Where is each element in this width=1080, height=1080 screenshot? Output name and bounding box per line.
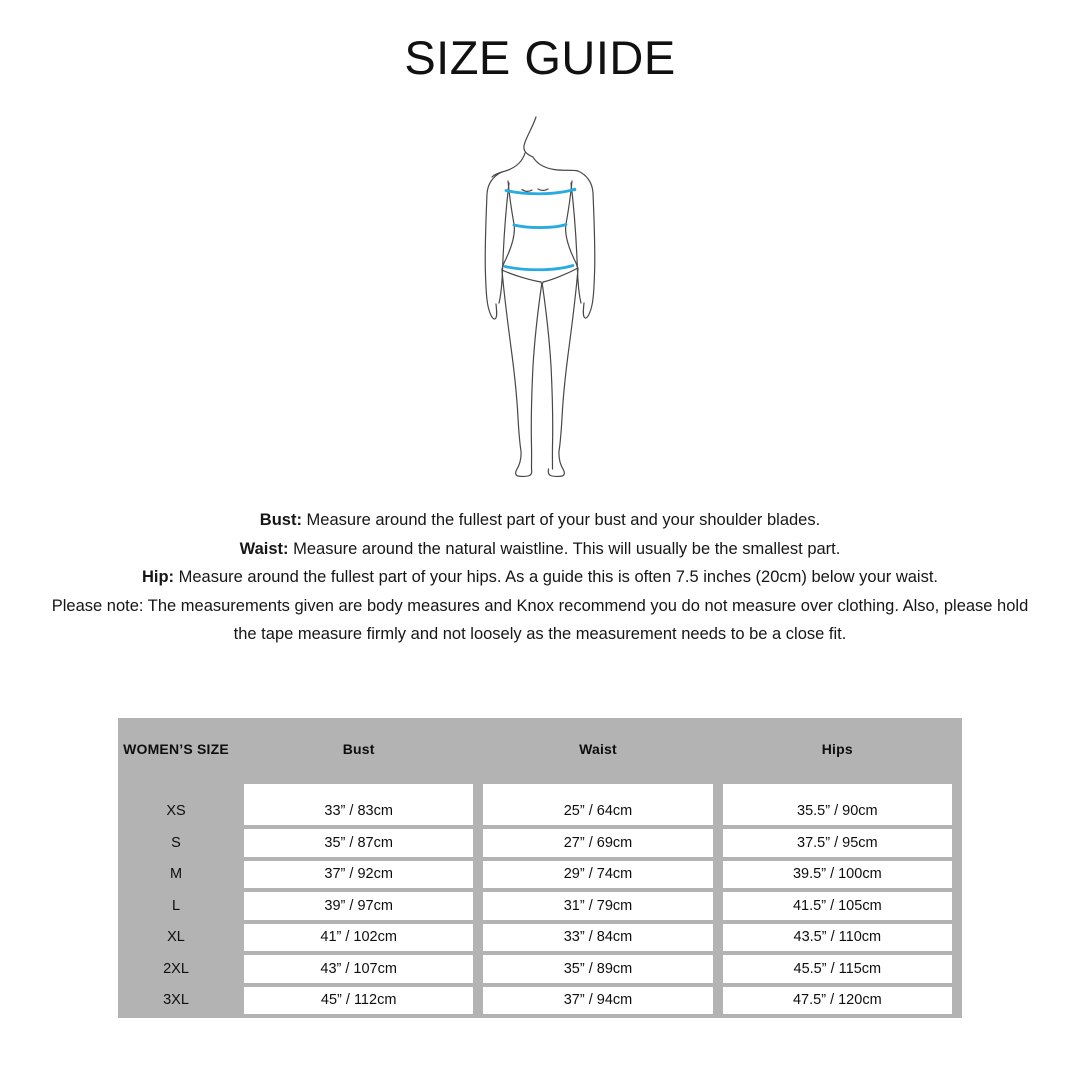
size-label-xs: XS xyxy=(166,803,186,819)
hips-value-xl: 43.5” / 110cm xyxy=(723,924,952,952)
measurement-instructions xyxy=(0,506,1080,649)
hips-value-2xl: 45.5” / 115cm xyxy=(723,955,952,983)
waist-value-l: 31” / 79cm xyxy=(483,892,712,920)
size-label-3xl: 3XL xyxy=(163,992,189,1009)
figure-right-shoulder-line xyxy=(533,157,578,171)
bust-value-l: 39” / 97cm xyxy=(244,892,473,920)
instruction-hip-label: Hip: xyxy=(141,568,175,587)
bust-line-end-dot xyxy=(573,188,577,192)
figure-bikini-left-line xyxy=(502,270,541,282)
table-header-hips: Hips xyxy=(821,741,853,757)
hips-value-m: 39.5” / 100cm xyxy=(723,861,952,889)
figure-bust-detail-left xyxy=(522,190,532,192)
size-label-s: S xyxy=(171,834,181,851)
page-title: SIZE GUIDE xyxy=(404,31,676,84)
instruction-waist-label: Waist: xyxy=(239,539,289,558)
body-measurement-figure-icon xyxy=(470,113,610,485)
bust-value-m: 37” / 92cm xyxy=(244,861,473,889)
figure-left-leg-outer-line xyxy=(502,270,532,476)
instruction-waist xyxy=(0,535,1080,564)
bust-value-xs: 33” / 83cm xyxy=(244,784,473,825)
instruction-waist-text: Measure around the natural waistline. This will usually be the smallest part. xyxy=(293,539,841,558)
size-label-xl: XL xyxy=(167,929,185,946)
waist-value-xl: 33” / 84cm xyxy=(483,924,712,952)
instruction-bust xyxy=(0,506,1080,535)
waist-measure-line xyxy=(514,225,566,228)
figure-left-leg-inner-line xyxy=(531,286,541,470)
bust-value-s: 35” / 87cm xyxy=(244,829,473,857)
note-text: Please note: The measurements given are body measures and Knox recommend you do not measure over clothing. Also, please hold the tape measure firmly and not loosely as the measurement needs to be a close fit. xyxy=(51,596,1029,644)
bust-value-2xl: 43” / 107cm xyxy=(244,955,473,983)
instruction-hip-text: Measure around the fullest part of your hips. As a guide this is often 7.5 inches (20cm) below your waist. xyxy=(178,568,939,587)
figure-right-leg-inner-line xyxy=(543,286,553,470)
waist-value-3xl: 37” / 94cm xyxy=(483,987,712,1015)
table-header-bust: Bust xyxy=(342,741,375,757)
waist-value-s: 27” / 69cm xyxy=(483,829,712,857)
waist-value-m: 29” / 74cm xyxy=(483,861,712,889)
instruction-hip xyxy=(0,563,1080,592)
size-label-m: M xyxy=(169,866,183,883)
size-label-l: L xyxy=(171,897,181,914)
instruction-bust-text: Measure around the fullest part of your bust and your shoulder blades. xyxy=(306,511,821,529)
instruction-bust-label: Bust: xyxy=(259,511,302,529)
hips-value-s: 37.5” / 95cm xyxy=(723,829,952,857)
figure-left-shoulder-line xyxy=(492,153,525,177)
hips-value-xs: 35.5” / 90cm xyxy=(723,784,952,825)
bust-value-3xl: 45” / 112cm xyxy=(244,987,473,1015)
waist-value-2xl: 35” / 89cm xyxy=(483,955,712,983)
bust-value-xl: 41” / 102cm xyxy=(244,924,473,952)
hips-measure-line xyxy=(505,266,573,270)
figure-right-arm-line xyxy=(578,171,595,318)
figure-head-line xyxy=(524,117,536,157)
hips-value-3xl: 47.5” / 120cm xyxy=(723,987,952,1015)
size-label-2xl: 2XL xyxy=(163,960,189,977)
waist-value-xs: 25” / 64cm xyxy=(483,784,712,825)
figure-bust-detail-right xyxy=(538,189,548,191)
size-table xyxy=(118,718,962,1018)
table-header-waist: Waist xyxy=(579,741,617,757)
table-header-size: WOMEN’S SIZE xyxy=(123,741,229,757)
figure-illustration xyxy=(470,113,610,485)
hips-value-l: 41.5” / 105cm xyxy=(723,892,952,920)
figure-left-arm-line xyxy=(485,172,502,319)
